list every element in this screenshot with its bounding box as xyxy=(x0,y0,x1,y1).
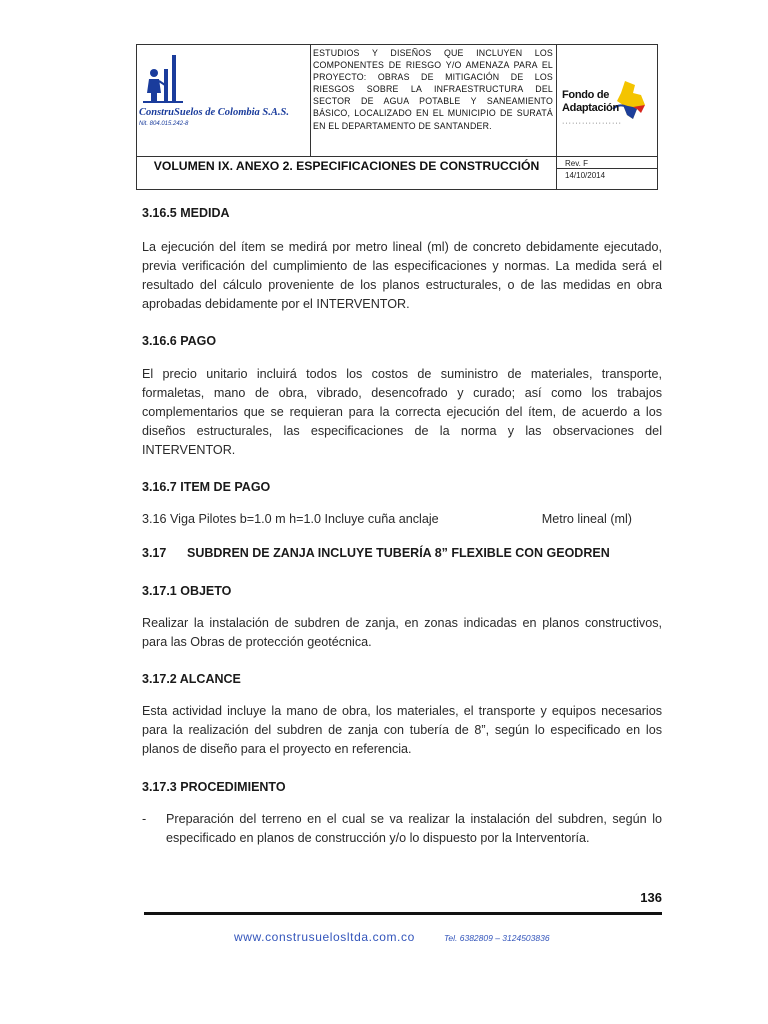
section-paragraph: Esta actividad incluye la mano de obra, los materiales, el transporte y equipos necesarios para la realización del subdren de zanja con tubería de 8”, según lo especificado en los planos de diseño para el proyecto en referencia. xyxy=(142,704,662,756)
fund-name xyxy=(562,89,619,115)
pay-item-unit: Metro lineal (ml) xyxy=(541,512,632,526)
company-name: ConstruSuelos de Colombia S.A.S. xyxy=(139,107,289,118)
fondo-adaptacion-logo xyxy=(557,45,657,157)
footer-website-link[interactable]: www.construsuelosltda.com.co xyxy=(234,930,415,944)
fund-dots-decoration: ·················· xyxy=(562,120,622,127)
list-item-text: Preparación del terreno en el cual se va realizar la instalación del subdren, según lo especificado en planos de construcción y/o lo dispuesto por la Interventoría. xyxy=(166,812,662,845)
section-heading: 3.16.7 ITEM DE PAGO xyxy=(142,480,271,494)
chapter-heading xyxy=(142,544,662,563)
list-dash: - xyxy=(142,812,147,826)
chapter-title: SUBDREN DE ZANJA INCLUYE TUBERÍA 8” FLEXIBLE CON GEODREN xyxy=(187,546,610,560)
document-body xyxy=(142,204,662,848)
section-heading: 3.17.3 PROCEDIMIENTO xyxy=(142,780,286,794)
revision-label: Rev. F xyxy=(565,159,588,168)
section-heading: 3.16.5 MEDIDA xyxy=(142,206,230,220)
header-table xyxy=(136,44,658,190)
section-paragraph: Realizar la instalación de subdren de zanja, en zonas indicadas en planos constructivos, para las Obras de protección geotécnica. xyxy=(142,616,662,649)
list-item xyxy=(142,810,662,848)
construsuelos-logo xyxy=(137,45,310,157)
footer-rule xyxy=(144,912,662,915)
page-number: 136 xyxy=(640,890,662,905)
pay-item-row xyxy=(142,510,662,529)
project-description: ESTUDIOS Y DISEÑOS QUE INCLUYEN LOS COMPONENTES DE RIESGO Y/O AMENAZA PARA EL PROYECTO: OBRAS DE MITIGACIÓN DE LOS RIESGOS SOBRE LA INFRAESTRUCTURA DEL SECTOR DE AGUA POTABLE Y SANEAMIENTO BÁSICO, LOCALIZADO EN EL MUNICIPIO DE SURATÁ EN EL DEPARTAMENTO DE SANTANDER. xyxy=(313,48,553,131)
header-divider xyxy=(556,168,657,169)
volume-title: VOLUMEN IX. ANEXO 2. ESPECIFICACIONES DE CONSTRUCCIÓN xyxy=(153,159,540,173)
fund-name-line1: Fondo de xyxy=(562,89,610,101)
pay-item-description: 3.16 Viga Pilotes b=1.0 m h=1.0 Incluye cuña anclaje xyxy=(142,512,439,526)
section-paragraph: La ejecución del ítem se medirá por metro lineal (ml) de concreto debidamente ejecutado, previa verificación del cumplimiento de las especificaciones y normas. La medida será el resultado del cálculo proveniente de los planos estructurales, o de las medidas en obra aprobadas debidamente por el INTERVENTOR. xyxy=(142,240,662,311)
construsuelos-emblem-icon xyxy=(141,49,201,109)
revision-date: 14/10/2014 xyxy=(565,171,606,180)
fund-name-line2: Adaptación xyxy=(562,102,619,114)
header-divider xyxy=(310,45,311,157)
section-heading: 3.16.6 PAGO xyxy=(142,334,217,348)
company-nit: Nit. 804.015.242-8 xyxy=(139,121,189,127)
chapter-number: 3.17 xyxy=(142,546,167,560)
footer-phone: Tel. 6382809 – 3124503836 xyxy=(444,933,550,943)
section-heading: 3.17.1 OBJETO xyxy=(142,584,232,598)
section-paragraph: El precio unitario incluirá todos los costos de suministro de materiales, transporte, formaletas, mano de obra, vibrado, desencofrado y curado; así como los trabajos complementarios que se requieran para la correcta ejecución del ítem, de acuerdo a los diseños estructurales, las especificaciones de la norma y las observaciones del INTERVENTOR. xyxy=(142,367,662,457)
section-heading: 3.17.2 ALCANCE xyxy=(142,672,241,686)
